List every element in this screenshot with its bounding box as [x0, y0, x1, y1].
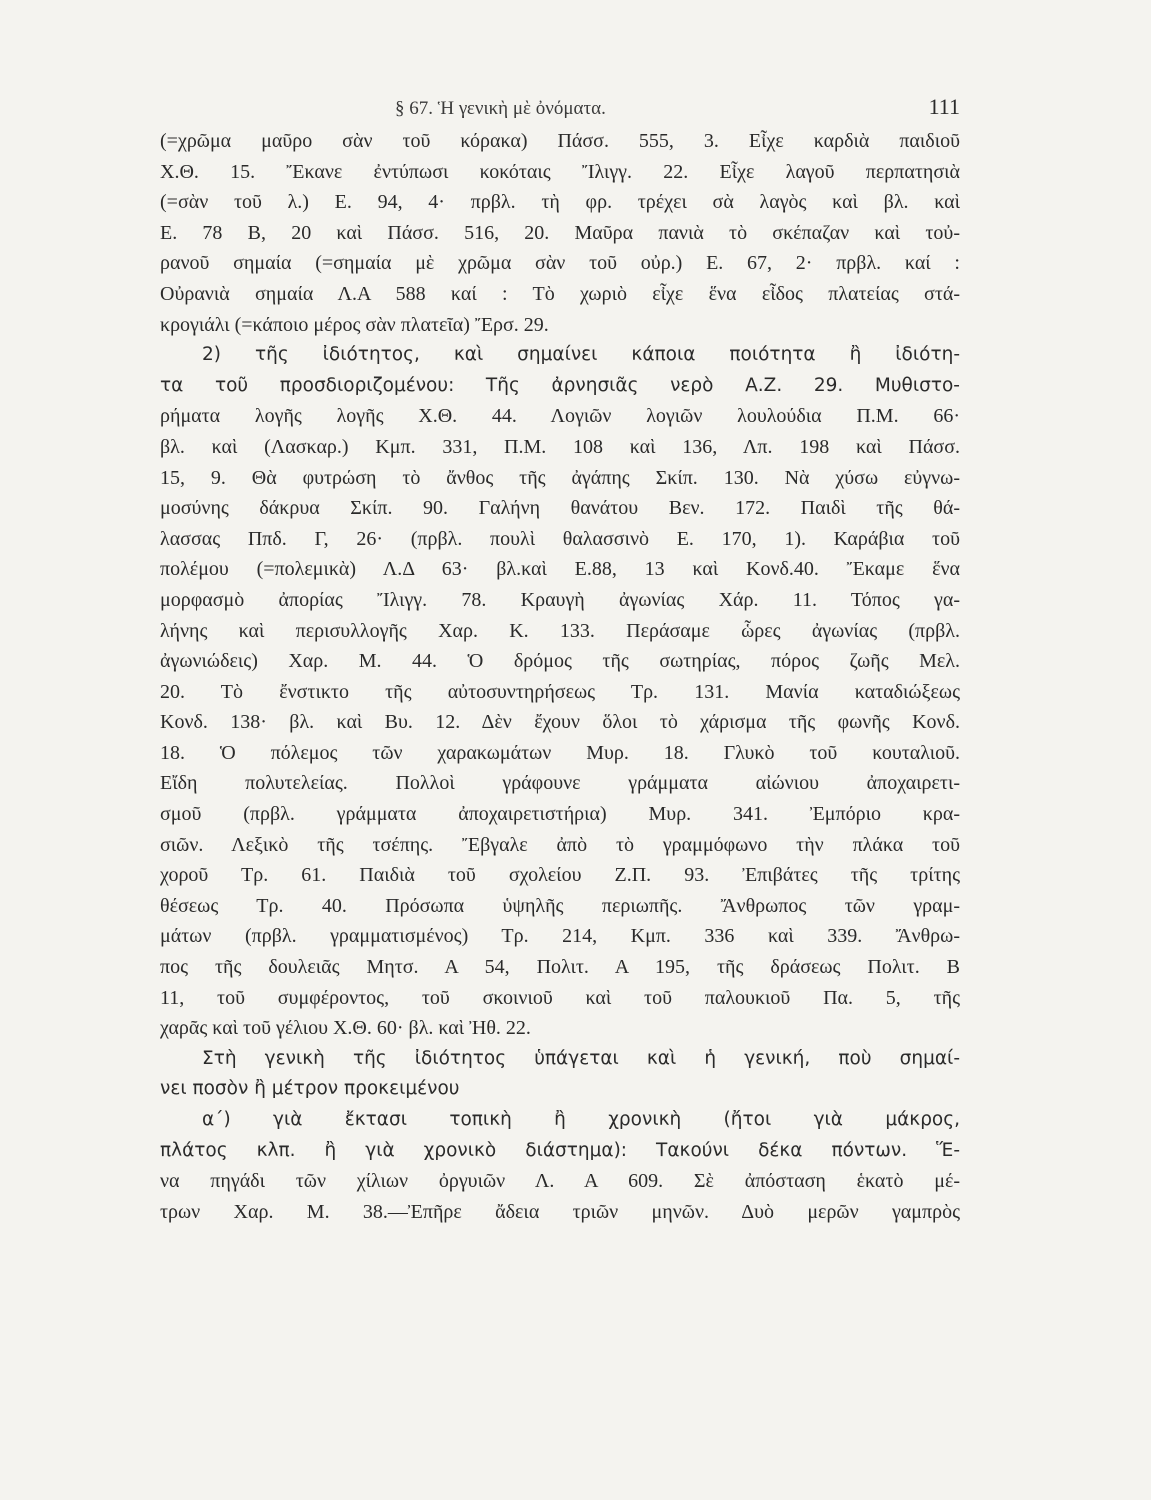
body-text: [160, 126, 960, 1227]
text-line: ρανοῦ σημαία (=σημαία μὲ χρῶμα σὰν τοῦ οὐρ.) Ε. 67, 2· πρβλ. καί :: [160, 252, 960, 275]
text-line: 20. Τὸ ἔνστικτο τῆς αὐτοσυντηρήσεως Τρ. 131. Μανία καταδιώξεως: [160, 680, 960, 703]
page-header: [160, 94, 960, 128]
text-line: χοροῦ Τρ. 61. Παιδιὰ τοῦ σχολείου Ζ.Π. 93. Ἐπιβάτες τῆς τρίτης: [160, 864, 960, 887]
text-line: 18. Ὁ πόλεμος τῶν χαρακωμάτων Μυρ. 18. Γλυκὸ τοῦ κουταλιοῦ.: [160, 741, 960, 764]
text-line: 2) τῆς ἰδιότητος, καὶ σημαίνει κάποια ποιότητα ἢ ἰδιότη-: [202, 344, 960, 366]
text-line: χαρᾶς καὶ τοῦ γέλιου Χ.Θ. 60· βλ. καὶ Ἠθ. 22.: [160, 1017, 531, 1040]
text-line: ρήματα λογῆς λογῆς Χ.Θ. 44. Λογιῶν λογιῶν λουλούδια Π.Μ. 66·: [160, 405, 960, 428]
text-line: λασσας Ππδ. Γ, 26· (πρβλ. πουλὶ θαλασσινὸ Ε. 170, 1). Καράβια τοῦ: [160, 527, 960, 550]
text-line: βλ. καὶ (Λασκαρ.) Κμπ. 331, Π.Μ. 108 καὶ 136, Λπ. 198 καὶ Πάσσ.: [160, 435, 960, 458]
text-line: πλάτος κλπ. ἢ γιὰ χρονικὸ διάστημα): Τακούνι δέκα πόντων. Ἕ-: [160, 1139, 960, 1161]
text-line: Οὐρανιὰ σημαία Λ.Α 588 καί : Τὸ χωριὸ εἶχε ἕνα εἶδος πλατείας στά-: [160, 282, 960, 305]
text-line: μοσύνης δάκρυα Σκίπ. 90. Γαλήνη θανάτου Βεν. 172. Παιδὶ τῆς θά-: [160, 497, 960, 520]
text-line: 11, τοῦ συμφέροντος, τοῦ σκοινιοῦ καὶ τοῦ παλουκιοῦ Πα. 5, τῆς: [160, 986, 960, 1009]
text-line: κρογιάλι (=κάποιο μέρος σὰν πλατεῖα) Ἔρσ. 29.: [160, 313, 549, 336]
text-line: (=χρῶμα μαῦρο σὰν τοῦ κόρακα) Πάσσ. 555, 3. Εἶχε καρδιὰ παιδιοῦ: [160, 130, 960, 152]
text-line: τρων Χαρ. Μ. 38.—Ἐπῆρε ἄδεια τριῶν μηνῶν. Δυὸ μερῶν γαμπρὸς: [160, 1200, 960, 1223]
text-line: μάτων (πρβλ. γραμματισμένος) Τρ. 214, Κμπ. 336 καὶ 339. Ἄνθρω-: [160, 925, 960, 948]
text-line: Ε. 78 Β, 20 καὶ Πάσσ. 516, 20. Μαῦρα πανιὰ τὸ σκέπαζαν καὶ τοὐ-: [160, 221, 960, 244]
text-line: (=σὰν τοῦ λ.) Ε. 94, 4· πρβλ. τὴ φρ. τρέχει σὰ λαγὸς καὶ βλ. καὶ: [160, 191, 960, 214]
text-line: Χ.Θ. 15. Ἔκανε ἐντύπωσι κοκόταις Ἴλιγγ. 22. Εἶχε λαγοῦ περπατησιὰ: [160, 160, 960, 183]
text-line: τα τοῦ προσδιοριζομένου: Τῆς ἀρνησιᾶς νερὸ Α.Ζ. 29. Μυθιστο-: [160, 374, 960, 396]
text-line: Εἴδη πολυτελείας. Πολλοὶ γράφουνε γράμματα αἰώνιου ἀποχαιρετι-: [160, 772, 960, 795]
text-line: πολέμου (=πολεμικὰ) Λ.Δ 63· βλ.καὶ Ε.88, 13 καὶ Κονδ.40. Ἔκαμε ἕνα: [160, 558, 960, 581]
text-line: θέσεως Τρ. 40. Πρόσωπα ὑψηλῆς περιωπῆς. Ἄνθρωπος τῶν γραμ-: [160, 894, 960, 917]
text-line: να πηγάδι τῶν χίλιων ὀργυιῶν Λ. Α 609. Σὲ ἀπόσταση ἑκατὸ μέ-: [160, 1170, 960, 1193]
text-line: νει ποσὸν ἢ μέτρον προκειμένου: [160, 1078, 460, 1100]
text-line: ἀγωνιώδεις) Χαρ. Μ. 44. Ὁ δρόμος τῆς σωτηρίας, πόρος ζωῆς Μελ.: [160, 650, 960, 673]
running-title: § 67. Ἡ γενικὴ μὲ ὀνόματα.: [395, 98, 606, 119]
page-number: 111: [928, 94, 960, 119]
text-line: Κονδ. 138· βλ. καὶ Βυ. 12. Δὲν ἔχουν ὅλοι τὸ χάρισμα τῆς φωνῆς Κονδ.: [160, 711, 960, 734]
text-line: μορφασμὸ ἀπορίας Ἴλιγγ. 78. Κραυγὴ ἀγωνίας Χάρ. 11. Τόπος γα-: [160, 588, 960, 611]
text-line: Στὴ γενικὴ τῆς ἰδιότητος ὑπάγεται καὶ ἡ γενική, ποὺ σημαί-: [202, 1047, 960, 1069]
text-line: σμοῦ (πρβλ. γράμματα ἀποχαιρετιστήρια) Μυρ. 341. Ἐμπόριο κρα-: [160, 803, 960, 826]
text-line: α΄) γιὰ ἔκτασι τοπικὴ ἢ χρονικὴ (ἤτοι γιὰ μάκρος,: [202, 1109, 960, 1130]
text-line: σιῶν. Λεξικὸ τῆς τσέπης. Ἔβγαλε ἀπὸ τὸ γραμμόφωνο τὴν πλάκα τοῦ: [160, 833, 960, 856]
text-line: 15, 9. Θὰ φυτρώση τὸ ἄνθος τῆς ἀγάπης Σκίπ. 130. Νὰ χύσω εὐγνω-: [160, 466, 960, 489]
text-line: πος τῆς δουλειᾶς Μητσ. Α 54, Πολιτ. Α 195, τῆς δράσεως Πολιτ. Β: [160, 956, 960, 979]
text-line: λήνης καὶ περισυλλογῆς Χαρ. Κ. 133. Περάσαμε ὧρες ἀγωνίας (πρβλ.: [160, 619, 960, 642]
